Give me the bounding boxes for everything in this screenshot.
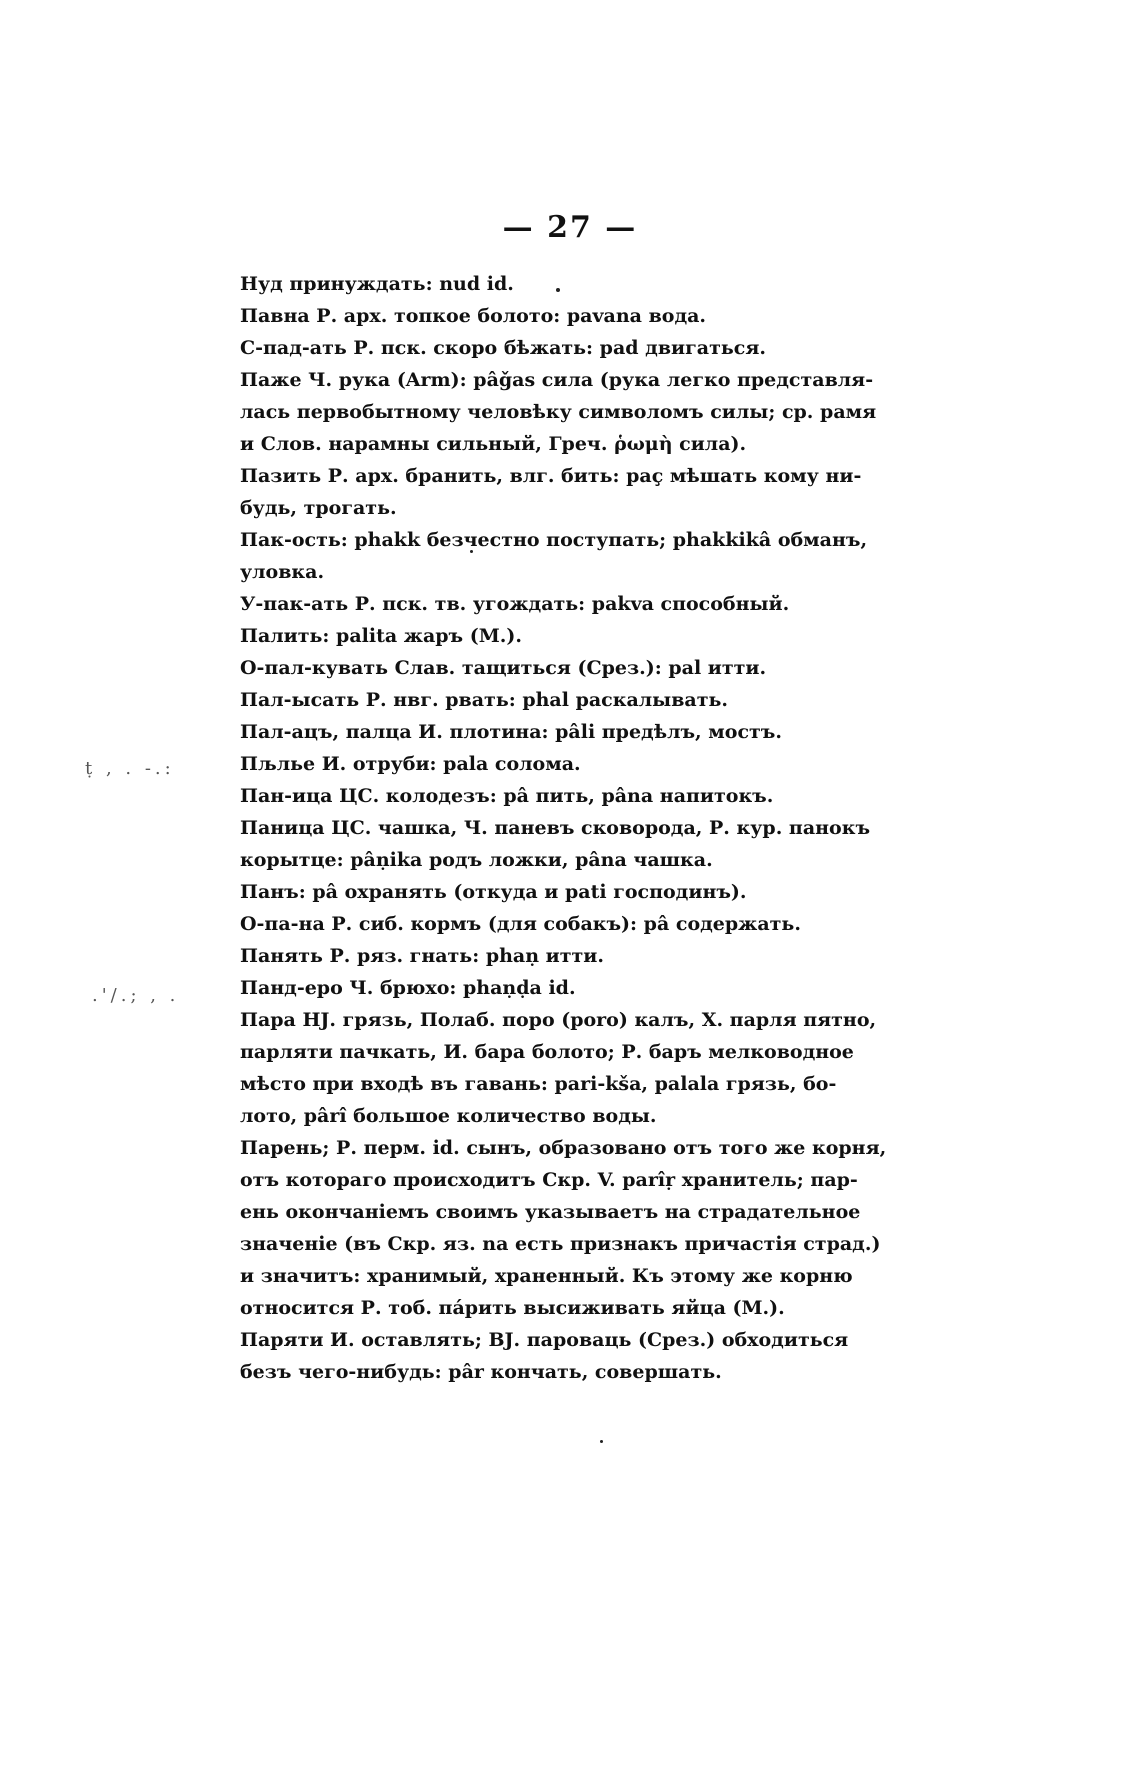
entry-line: и значитъ: хранимый, храненный. Къ этому же корню — [240, 1265, 853, 1287]
entry-line: Панять Р. ряз. гнать: phaṇ итти. — [240, 945, 605, 967]
entry-line: Пара НЈ. грязь, Полаб. поро (pоro) калъ, Х. парля пятно, — [240, 1009, 877, 1031]
entry-line: Пан-ица ЦС. колодезъ: pâ пить, pâna напитокъ. — [240, 785, 774, 807]
entry-line: С-пад-ать Р. пск. скоро бѣжать: pad двигаться. — [240, 337, 766, 359]
margin-note: .'/.; , . — [92, 985, 180, 1006]
entry-line: Пак-ость: phakk безчестно поступать; phakkikâ обманъ, — [240, 529, 868, 551]
entry-line: Нуд принуждать: nud id. — [240, 273, 514, 295]
entry-line: отъ котораго происходитъ Скр. V. parîṛ хранитель; пар- — [240, 1169, 858, 1191]
dictionary-entry — [240, 364, 900, 460]
entry-line: безъ чего-нибудь: pâr кончать, совершать. — [240, 1361, 722, 1383]
dictionary-entry — [240, 684, 900, 716]
entry-line: лото, pârî большое количество воды. — [240, 1105, 657, 1127]
entry-line: парляти пачкать, И. бара болото; Р. баръ мелководное — [240, 1041, 854, 1063]
dictionary-entry — [240, 1324, 900, 1388]
entry-line: Пал-ысать Р. нвг. рвать: phal раскалывать. — [240, 689, 729, 711]
entry-line: Паже Ч. рука (Arm): pâǧas сила (рука легко представля- — [240, 369, 874, 391]
dictionary-entry — [240, 332, 900, 364]
dictionary-entry — [240, 908, 900, 940]
dictionary-entry — [240, 300, 900, 332]
entry-line: О-па-на Р. сиб. кормъ (для собакъ): pâ содержать. — [240, 913, 801, 935]
dictionary-entry — [240, 524, 900, 588]
dictionary-entry — [240, 588, 900, 620]
entry-line: относится Р. тоб. пáрить высиживать яйца (М.). — [240, 1297, 785, 1319]
ink-speck — [600, 1440, 603, 1443]
entry-line: будь, трогать. — [240, 497, 397, 519]
dictionary-entry — [240, 460, 900, 524]
entry-line: Паряти И. оставлять; ВЈ. пароваць (Срез.) обходиться — [240, 1329, 849, 1351]
entry-line: мѣсто при входѣ въ гавань: pari-kša, palala грязь, бо- — [240, 1073, 837, 1095]
entry-line: Панд-еро Ч. брюхо: phaṇḍa id. — [240, 977, 576, 999]
dictionary-entry — [240, 652, 900, 684]
entry-line: Пазить Р. арх. бранить, влг. бить: paç мѣшать кому ни- — [240, 465, 862, 487]
entry-line: корытце: pâṇika родъ ложки, pâna чашка. — [240, 849, 713, 871]
entry-line: и Слов. нарамны сильный, Греч. ῥωμὴ сила). — [240, 433, 747, 455]
entry-line: У-пак-ать Р. пск. тв. угождать: pakva способный. — [240, 593, 790, 615]
entry-line: уловка. — [240, 561, 325, 583]
entry-line: ень окончаніемъ своимъ указываетъ на страдательное — [240, 1201, 861, 1223]
page-number: — 27 — — [502, 210, 638, 245]
dictionary-entry — [240, 812, 900, 876]
dictionary-entry — [240, 268, 900, 300]
entry-line: Паница ЦС. чашка, Ч. паневъ сковорода, Р. кур. панокъ — [240, 817, 871, 839]
margin-note: ṭ , . -.: — [85, 758, 175, 779]
dictionary-entry — [240, 780, 900, 812]
entry-line: Панъ: pâ охранять (откуда и pati господинъ). — [240, 881, 747, 903]
entry-line: Павна Р. арх. топкое болото: pavana вода. — [240, 305, 707, 327]
entry-line: Палить: palita жаръ (М.). — [240, 625, 522, 647]
dictionary-entry — [240, 940, 900, 972]
dictionary-entry — [240, 1132, 900, 1324]
entry-line: Пал-ацъ, палца И. плотина: pâli предѣлъ, мостъ. — [240, 721, 782, 743]
dictionary-entry — [240, 876, 900, 908]
entry-line: Пљлье И. отруби: pala солома. — [240, 753, 581, 775]
dictionary-entry — [240, 748, 900, 780]
dictionary-entry — [240, 1004, 900, 1132]
dictionary-entry — [240, 972, 900, 1004]
entry-line: лась первобытному человѣку символомъ силы; ср. рамя — [240, 401, 877, 423]
entry-line: О-пал-кувать Слав. тащиться (Срез.): pal итти. — [240, 657, 767, 679]
dictionary-entries — [240, 268, 900, 1388]
entry-line: Парень; Р. перм. id. сынъ, образовано отъ того же корня, — [240, 1137, 887, 1159]
dictionary-entry — [240, 716, 900, 748]
entry-line: значеніе (въ Скр. яз. na есть признакъ причастія страд.) — [240, 1233, 881, 1255]
dictionary-entry — [240, 620, 900, 652]
